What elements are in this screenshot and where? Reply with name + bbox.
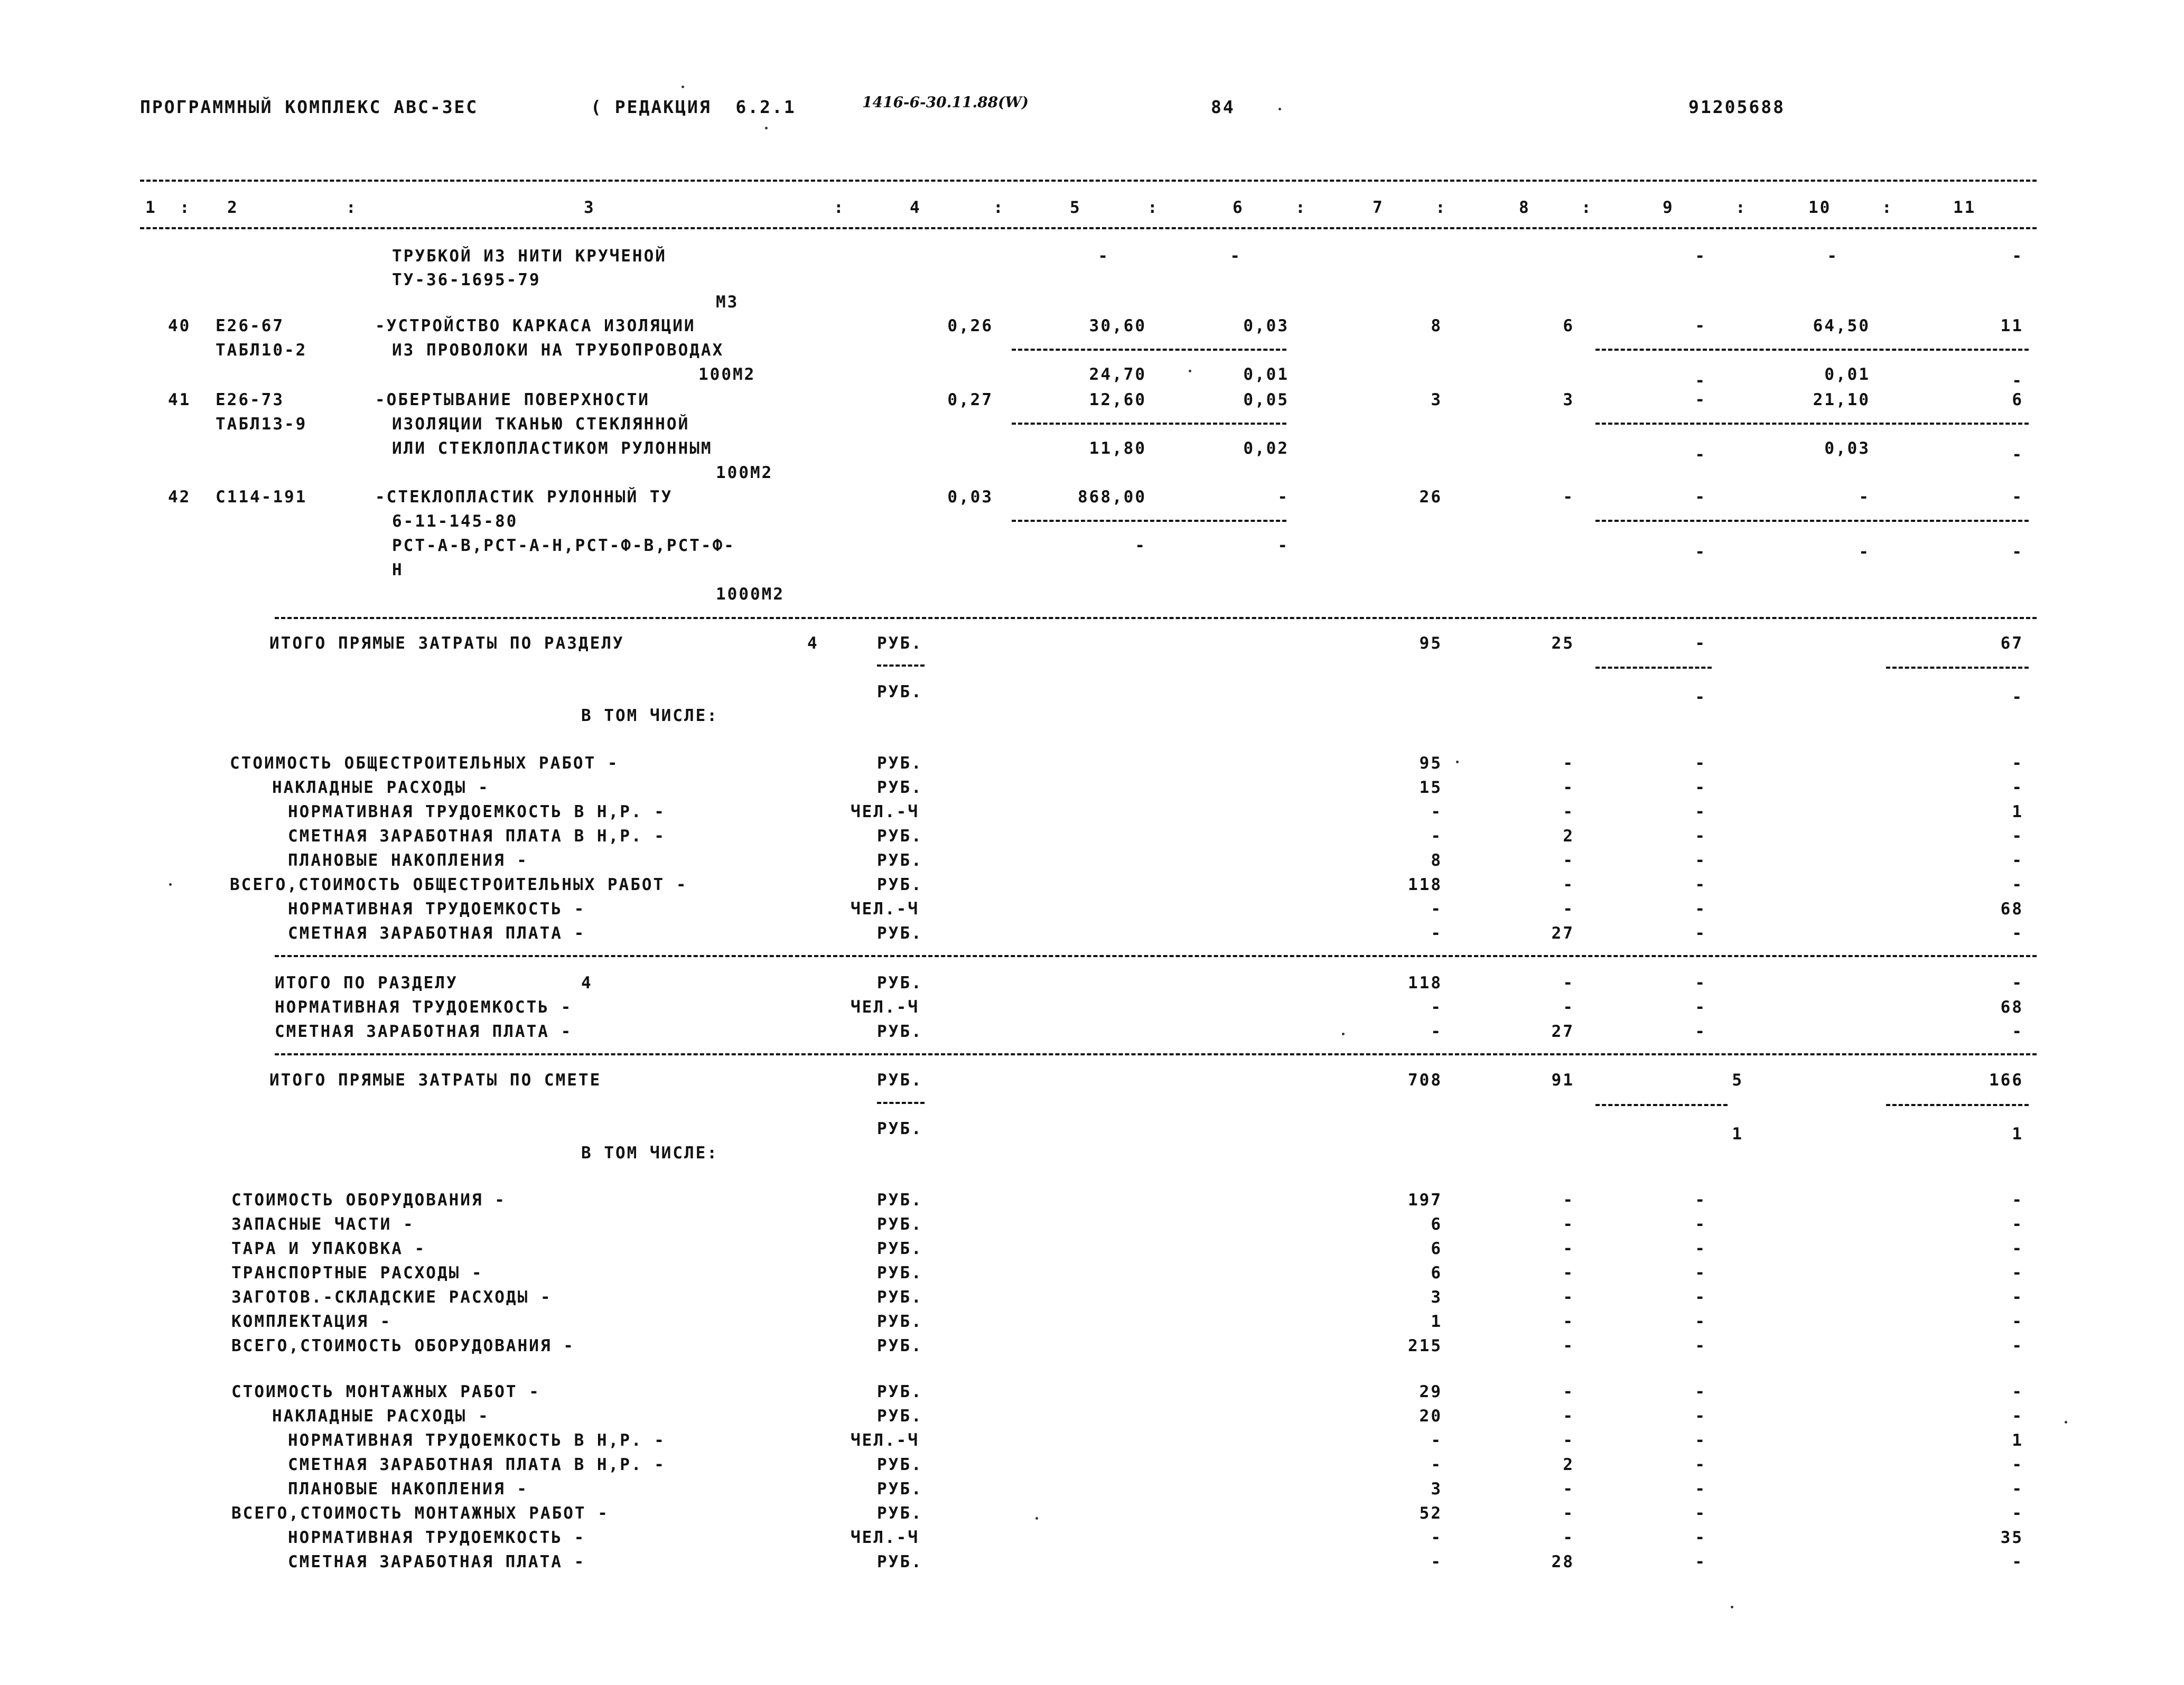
cell-text: С114-191 [216,488,307,507]
cell-text: 11 [1953,198,1976,217]
cell-text: - [2012,542,2023,561]
cell-text: 8 [1431,851,1442,870]
cell-text: - [1695,1552,1706,1571]
cell-text: - [1563,1191,1574,1210]
cell-text: - [1695,1455,1706,1474]
cell-text: - [1695,900,1706,919]
cell-text: - [2012,827,2023,846]
cell-text: - [2012,488,2023,507]
cell-text: - [1695,371,1706,390]
cell-text: - [1695,1480,1706,1499]
cell-text: 9 [1663,198,1674,217]
cell-text: - [1695,1336,1706,1355]
cell-text: ИТОГО ПО РАЗДЕЛУ [275,973,458,993]
cell-text: 12,60 [1089,390,1146,409]
cell-text: - [1695,542,1706,561]
cell-text: РУБ. [877,1480,923,1499]
cell-text: 27 [1551,1022,1574,1041]
cell-text: РУБ. [877,634,923,653]
cell-text: -СТЕКЛОПЛАСТИК РУЛОННЫЙ ТУ [375,488,673,507]
cell-text: РУБ. [877,1455,923,1474]
cell-text: РУБ. [877,1288,923,1307]
edition-label: ( РЕДАКЦИЯ 6.2.1 [591,97,796,117]
cell-text: ЗАГОТОВ.-СКЛАДСКИЕ РАСХОДЫ - [231,1288,552,1307]
cell-text: РУБ. [877,827,923,846]
cell-text: 0,26 [947,316,993,335]
cell-text: - [2012,1022,2023,1041]
cell-text: - [1695,851,1706,870]
cell-text: 0,03 [947,488,993,507]
cell-text: ТАБЛ10-2 [216,341,307,360]
cell-text: ТРУБКОЙ ИЗ НИТИ КРУЧЕНОЙ [392,247,667,266]
cell-text: 27 [1551,924,1574,943]
cell-text: : [346,198,358,217]
cell-text: 1 [1732,1125,1743,1144]
cell-text: : [1295,198,1307,217]
cell-text: 6 [1563,316,1574,335]
cell-text: РУБ. [877,1191,923,1210]
cell-text: - [1431,1022,1442,1041]
cell-text: 0,03 [1824,439,1870,458]
cell-text: - [1695,1239,1706,1258]
cell-text: - [1695,1022,1706,1041]
estimate-rule [275,1053,2037,1055]
cell-text: 5 [1732,1071,1743,1090]
cell-text: 4 [807,634,819,653]
cell-text: СМЕТНАЯ ЗАРАБОТНАЯ ПЛАТА В Н,Р. - [288,1455,666,1474]
cell-text: ИЛИ СТЕКЛОПЛАСТИКОМ РУЛОННЫМ [392,439,713,458]
cell-text: - [1827,247,1838,266]
cell-text: - [1431,1431,1442,1450]
cell-text: - [1563,851,1574,870]
cell-text: РУБ. [877,1215,923,1234]
cell-text: 215 [1408,1336,1442,1355]
cell-text: - [2012,688,2023,707]
cell-text: СМЕТНАЯ ЗАРАБОТНАЯ ПЛАТА - [275,1022,573,1041]
cell-text: 197 [1408,1191,1442,1210]
cell-text: - [1563,1263,1574,1283]
cell-text: 4 [910,198,921,217]
cell-text: ЧЕЛ.-Ч [851,1431,919,1450]
cell-text: - [1431,1455,1442,1474]
cell-text: - [1563,1312,1574,1331]
cell-text: - [1695,1288,1706,1307]
cell-text: 11 [2000,316,2023,335]
cell-text: РУБ. [877,1239,923,1258]
cell-text: 868,00 [1078,488,1146,507]
cell-text: - [1695,488,1706,507]
program-title: ПРОГРАММНЫЙ КОМПЛЕКС АВС-ЗЕС [140,97,479,117]
cell-text: РУБ. [877,973,923,993]
cell-text: - [2012,1263,2023,1283]
cell-text: - [1563,973,1574,993]
cell-text: - [1431,900,1442,919]
cell-text: - [1277,536,1289,555]
cell-text: 1 [145,198,157,217]
cell-text: - [1695,316,1706,335]
cell-text: - [1563,998,1574,1017]
cell-text: 42 [168,488,191,507]
cell-text: 4 [581,973,593,993]
cell-text: ТАБЛ13-9 [216,415,307,434]
section-total-rule [275,955,2037,957]
cell-text: - [1563,1504,1574,1523]
cell-text: - [2012,875,2023,894]
cell-text: ПЛАНОВЫЕ НАКОПЛЕНИЯ - [288,851,528,870]
cell-text: 20 [1419,1407,1442,1426]
cell-text: 26 [1419,488,1442,507]
cell-text: - [1695,973,1706,993]
table-top-rule [140,180,2037,182]
cell-text: РУБ. [877,1552,923,1571]
including-heading-2: В ТОМ ЧИСЛЕ: [581,1144,718,1163]
cell-text: 6 [1431,1215,1442,1234]
cell-text: - [1695,1263,1706,1283]
cell-text: 1 [1431,1312,1442,1331]
cell-text: ТУ-36-1695-79 [392,270,541,289]
cell-text: - [1563,778,1574,797]
cell-text: ИЗОЛЯЦИИ ТКАНЬЮ СТЕКЛЯННОЙ [392,415,690,434]
cell-text: ВСЕГО,СТОИМОСТЬ ОБОРУДОВАНИЯ - [231,1336,575,1355]
cell-text: 25 [1551,634,1574,653]
cell-text: 166 [1989,1071,2023,1090]
cell-text: - [1431,1528,1442,1547]
cell-text: - [2012,371,2023,390]
cell-text: 30,60 [1089,316,1146,335]
cell-text: 40 [168,316,191,335]
cell-text: ВСЕГО,СТОИМОСТЬ МОНТАЖНЫХ РАБОТ - [231,1504,609,1523]
cell-text: - [2012,1552,2023,1571]
cell-text: НОРМАТИВНАЯ ТРУДОЕМКОСТЬ В Н,Р. - [288,1431,666,1450]
cell-text: РУБ. [877,682,923,701]
cell-text: 2 [1563,1455,1574,1474]
cell-text: 0,01 [1824,365,1870,384]
cell-text: ПЛАНОВЫЕ НАКОПЛЕНИЯ - [288,1480,528,1499]
cell-text: - [1563,1336,1574,1355]
cell-text: 35 [2000,1528,2023,1547]
cell-text: - [1695,634,1706,653]
cell-text: 24,70 [1089,365,1146,384]
cell-text: 29 [1419,1382,1442,1401]
cell-text: 6 [1431,1263,1442,1283]
cell-text: ЧЕЛ.-Ч [851,802,919,821]
cell-text: 118 [1408,875,1442,894]
cell-text: - [1695,1504,1706,1523]
cell-text: - [1695,827,1706,846]
cell-text: РУБ. [877,1312,923,1331]
cell-text: ЧЕЛ.-Ч [851,998,919,1017]
cell-text: 28 [1551,1552,1574,1571]
cell-text: - [1695,924,1706,943]
cell-text: : [1735,198,1747,217]
cell-text: 100М2 [698,365,756,384]
cell-text: 11,80 [1089,439,1146,458]
cell-text: - [1431,1552,1442,1571]
section-rule [275,617,2037,619]
cell-text: 2 [227,198,239,217]
cell-text: 95 [1419,754,1442,773]
cell-text: 6-11-145-80 [392,512,518,531]
cell-text: - [1695,445,1706,464]
cell-text: 6 [1233,198,1244,217]
cell-text: ИТОГО ПРЯМЫЕ ЗАТРАТЫ ПО СМЕТЕ [269,1071,602,1090]
cell-text: 0,27 [947,390,993,409]
cell-text: СТОИМОСТЬ МОНТАЖНЫХ РАБОТ - [231,1382,540,1401]
cell-text: НАКЛАДНЫЕ РАСХОДЫ - [272,1407,490,1426]
cell-text: 52 [1419,1504,1442,1523]
including-heading: В ТОМ ЧИСЛЕ: [581,706,718,725]
cell-text: СТОИМОСТЬ ОБЩЕСТРОИТЕЛЬНЫХ РАБОТ - [230,754,619,773]
cell-text: 3 [584,198,595,217]
cell-text: 68 [2000,900,2023,919]
cell-text: 1 [2012,802,2023,821]
cell-text: - [2012,1239,2023,1258]
cell-text: - [2012,1504,2023,1523]
cell-text: : [993,198,1005,217]
cell-text: 1000М2 [716,585,785,604]
cell-text: РУБ. [877,851,923,870]
cell-text: 6 [1431,1239,1442,1258]
cell-text: - [1563,802,1574,821]
cell-text: : [1435,198,1447,217]
cell-text: - [1563,488,1574,507]
cell-text: РУБ. [877,924,923,943]
cell-text: : [180,198,191,217]
cell-text: - [1431,802,1442,821]
cell-text: 41 [168,390,191,409]
cell-text: - [1695,1312,1706,1331]
cell-text: 1 [2012,1125,2023,1144]
cell-text: - [1695,778,1706,797]
cell-text: ВСЕГО,СТОИМОСТЬ ОБЩЕСТРОИТЕЛЬНЫХ РАБОТ - [230,875,688,894]
cell-text: - [2012,1288,2023,1307]
cell-text: - [1563,1288,1574,1307]
cell-text: 7 [1373,198,1384,217]
cell-text: - [2012,1215,2023,1234]
cell-text: 2 [1563,827,1574,846]
cell-text: - [1563,1239,1574,1258]
cell-text: НОРМАТИВНАЯ ТРУДОЕМКОСТЬ В Н,Р. - [288,802,666,821]
page-number: 84 [1211,97,1235,117]
cell-text: - [1695,247,1706,266]
cell-text: 0,05 [1243,390,1289,409]
cell-text: -ОБЕРТЫВАНИЕ ПОВЕРХНОСТИ [375,390,650,409]
cell-text: - [1431,924,1442,943]
cell-text: НОРМАТИВНАЯ ТРУДОЕМКОСТЬ - [288,900,586,919]
cell-text: 10 [1808,198,1832,217]
cell-text: 0,02 [1243,439,1289,458]
cell-text: 0,03 [1243,316,1289,335]
cell-text: - [1431,827,1442,846]
cell-text: РУБ. [877,875,923,894]
cell-text: ЧЕЛ.-Ч [851,900,919,919]
cell-text: - [1695,754,1706,773]
cell-text: - [2012,778,2023,797]
cell-text: : [834,198,845,217]
cell-text: РУБ. [877,1407,923,1426]
cell-text: - [2012,851,2023,870]
document-code: 91205688 [1688,97,1785,117]
cell-text: : [1147,198,1159,217]
cell-text: 21,10 [1813,390,1870,409]
cell-text: Н [392,560,404,579]
cell-text: 3 [1431,1480,1442,1499]
cell-text: - [1695,1382,1706,1401]
cell-text: - [1098,247,1109,266]
cell-text: ИЗ ПРОВОЛОКИ НА ТРУБОПРОВОДАХ [392,341,724,360]
cell-text: КОМПЛЕКТАЦИЯ - [231,1312,392,1331]
cell-text: 3 [1431,1288,1442,1307]
cell-text: : [1882,198,1893,217]
cell-text: - [2012,445,2023,464]
cell-text: 8 [1519,198,1530,217]
cell-text: ТАРА И УПАКОВКА - [231,1239,426,1258]
cell-text: ТРАНСПОРТНЫЕ РАСХОДЫ - [231,1263,483,1283]
cell-text: НОРМАТИВНАЯ ТРУДОЕМКОСТЬ - [288,1528,586,1547]
handwritten-note: 1416-6-30.11.88(W) [862,93,1029,111]
cell-text: 118 [1408,973,1442,993]
cell-text: - [1695,875,1706,894]
cell-text: - [1695,390,1706,409]
cell-text: - [2012,1455,2023,1474]
cell-text: РУБ. [877,754,923,773]
cell-text: 3 [1563,390,1574,409]
cell-text: РУБ. [877,1022,923,1041]
cell-text: - [1230,247,1242,266]
cell-text: РУБ. [877,778,923,797]
cell-text: - [2012,1480,2023,1499]
cell-text: - [1695,1431,1706,1450]
cell-text: - [1859,488,1870,507]
cell-text: 708 [1408,1071,1442,1090]
cell-text: СМЕТНАЯ ЗАРАБОТНАЯ ПЛАТА - [288,1552,586,1571]
cell-text: - [2012,1382,2023,1401]
cell-text: 3 [1431,390,1442,409]
cell-text: 67 [2000,634,2023,653]
cell-text: 91 [1551,1071,1574,1090]
cell-text: - [2012,1312,2023,1331]
cell-text: - [2012,1407,2023,1426]
cell-text: - [2012,247,2023,266]
cell-text: - [2012,1191,2023,1210]
cell-text: 0,01 [1243,365,1289,384]
cell-text: - [1135,536,1146,555]
cell-text: - [1859,542,1870,561]
cell-text: - [2012,924,2023,943]
cell-text: - [1695,802,1706,821]
cell-text: РУБ. [877,1336,923,1355]
cell-text: 15 [1419,778,1442,797]
cell-text: - [1695,1191,1706,1210]
cell-text: НОРМАТИВНАЯ ТРУДОЕМКОСТЬ - [275,998,573,1017]
cell-text: - [1563,1382,1574,1401]
cell-text: - [1563,1407,1574,1426]
cell-text: ЧЕЛ.-Ч [851,1528,919,1547]
cell-text: СМЕТНАЯ ЗАРАБОТНАЯ ПЛАТА - [288,924,586,943]
cell-text: - [2012,973,2023,993]
cell-text: - [1695,1407,1706,1426]
cell-text: : [1581,198,1593,217]
cell-text: СМЕТНАЯ ЗАРАБОТНАЯ ПЛАТА В Н,Р. - [288,827,666,846]
cell-text: ЗАПАСНЫЕ ЧАСТИ - [231,1215,415,1234]
cell-text: 6 [2012,390,2023,409]
cell-text: РСТ-А-В,РСТ-А-Н,РСТ-Ф-В,РСТ-Ф- [392,536,735,555]
cell-text: - [1431,998,1442,1017]
cell-text: - [1563,1528,1574,1547]
cell-text: НАКЛАДНЫЕ РАСХОДЫ - [272,778,490,797]
cell-text: ИТОГО ПРЯМЫЕ ЗАТРАТЫ ПО РАЗДЕЛУ [269,634,624,653]
cell-text: 1 [2012,1431,2023,1450]
cell-text: -УСТРОЙСТВО КАРКАСА ИЗОЛЯЦИИ [375,316,696,335]
header-bottom-rule [140,227,2037,229]
cell-text: - [1563,754,1574,773]
cell-text: РУБ. [877,1263,923,1283]
cell-text: - [2012,1336,2023,1355]
cell-text: 64,50 [1813,316,1870,335]
cell-text: - [1695,1528,1706,1547]
cell-text: СТОИМОСТЬ ОБОРУДОВАНИЯ - [231,1191,506,1210]
cell-text: - [1563,1431,1574,1450]
unit-label: М3 [716,293,739,312]
cell-text: 5 [1070,198,1081,217]
cell-text: РУБ. [877,1504,923,1523]
cell-text: РУБ. [877,1071,923,1090]
cell-text: - [1563,900,1574,919]
cell-text: - [1695,998,1706,1017]
cell-text: - [1563,875,1574,894]
cell-text: РУБ. [877,1119,923,1138]
cell-text: - [1695,1215,1706,1234]
cell-text: - [1563,1215,1574,1234]
cell-text: 100М2 [716,463,773,482]
cell-text: - [1563,1480,1574,1499]
cell-text: 68 [2000,998,2023,1017]
cell-text: - [1277,488,1289,507]
cell-text: РУБ. [877,1382,923,1401]
cell-text: Е26-67 [216,316,284,335]
cell-text: Е26-73 [216,390,284,409]
cell-text: - [1695,688,1706,707]
cell-text: - [2012,754,2023,773]
cell-text: 95 [1419,634,1442,653]
cell-text: 8 [1431,316,1442,335]
